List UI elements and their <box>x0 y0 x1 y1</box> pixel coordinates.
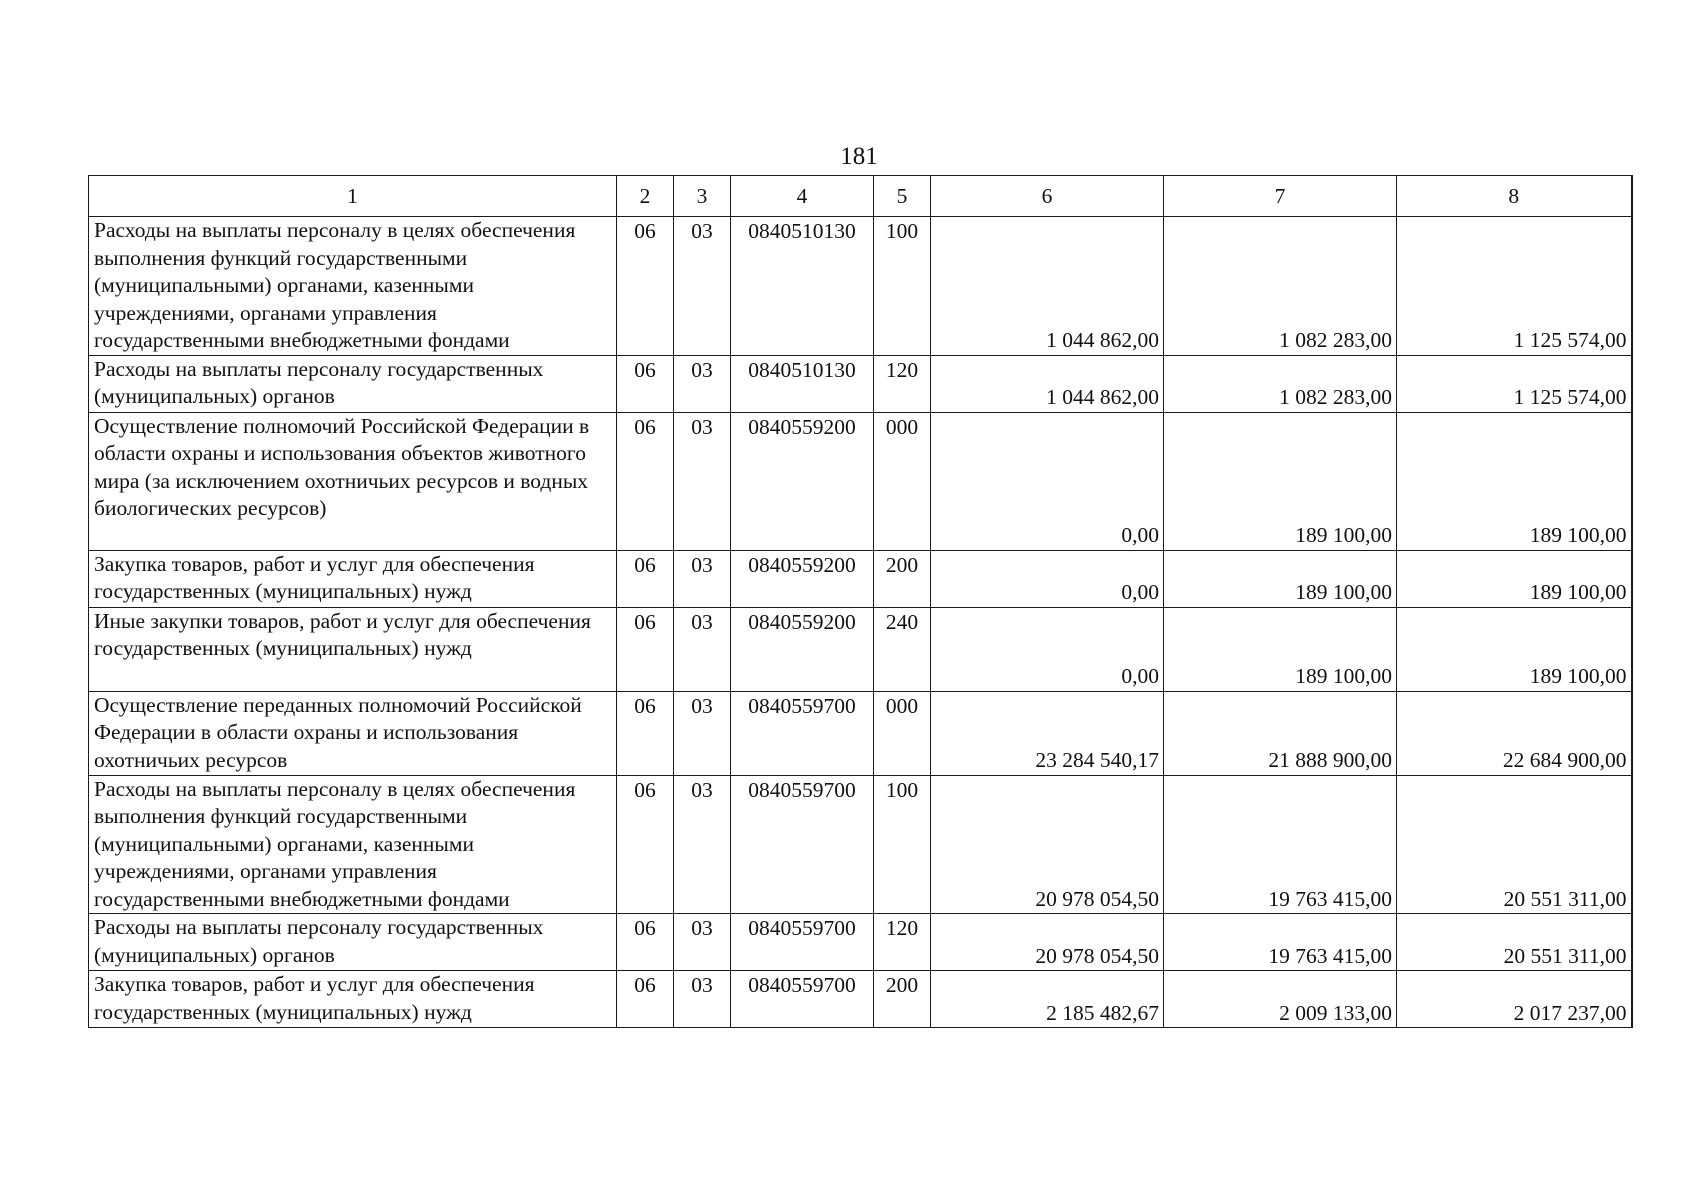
subsection-code: 03 <box>674 607 731 691</box>
amount-col-6: 23 284 540,17 <box>931 691 1164 775</box>
column-header: 5 <box>874 176 931 217</box>
column-header: 2 <box>617 176 674 217</box>
amount-col-6: 0,00 <box>931 607 1164 691</box>
expense-type-code: 240 <box>874 607 931 691</box>
budget-table <box>88 175 1633 1028</box>
amount-col-7: 2 009 133,00 <box>1164 971 1397 1028</box>
expense-type-code: 200 <box>874 971 931 1028</box>
expense-type-code: 100 <box>874 775 931 914</box>
table-row <box>89 217 1632 356</box>
page-number: 181 <box>840 143 878 170</box>
expense-name: Расходы на выплаты персоналу государственных (муниципальных) органов <box>89 914 617 971</box>
target-article-code: 0840559700 <box>731 914 874 971</box>
expense-type-code: 100 <box>874 217 931 356</box>
target-article-code: 0840559200 <box>731 607 874 691</box>
amount-col-8: 1 125 574,00 <box>1397 217 1632 356</box>
section-code: 06 <box>617 691 674 775</box>
expense-type-code: 120 <box>874 914 931 971</box>
table-row <box>89 355 1632 412</box>
header-row <box>89 176 1632 217</box>
expense-name: Осуществление полномочий Российской Федерации в области охраны и использования объектов животного мира (за исключением охотничьих ресурсов и водных биологических ресурсов) <box>89 412 617 550</box>
expense-type-code: 000 <box>874 691 931 775</box>
column-header: 4 <box>731 176 874 217</box>
section-code: 06 <box>617 217 674 356</box>
subsection-code: 03 <box>674 550 731 607</box>
section-code: 06 <box>617 607 674 691</box>
subsection-code: 03 <box>674 914 731 971</box>
amount-col-7: 19 763 415,00 <box>1164 775 1397 914</box>
column-header: 6 <box>931 176 1164 217</box>
amount-col-8: 20 551 311,00 <box>1397 914 1632 971</box>
amount-col-8: 20 551 311,00 <box>1397 775 1632 914</box>
subsection-code: 03 <box>674 412 731 550</box>
amount-col-6: 0,00 <box>931 550 1164 607</box>
amount-col-6: 2 185 482,67 <box>931 971 1164 1028</box>
expense-type-code: 200 <box>874 550 931 607</box>
expense-name: Иные закупки товаров, работ и услуг для обеспечения государственных (муниципальных) нужд <box>89 607 617 691</box>
expense-name: Закупка товаров, работ и услуг для обеспечения государственных (муниципальных) нужд <box>89 550 617 607</box>
amount-col-8: 2 017 237,00 <box>1397 971 1632 1028</box>
expense-name: Осуществление переданных полномочий Российской Федерации в области охраны и использования охотничьих ресурсов <box>89 691 617 775</box>
expense-type-code: 000 <box>874 412 931 550</box>
section-code: 06 <box>617 412 674 550</box>
amount-col-6: 1 044 862,00 <box>931 217 1164 356</box>
subsection-code: 03 <box>674 775 731 914</box>
subsection-code: 03 <box>674 217 731 356</box>
amount-col-8: 189 100,00 <box>1397 550 1632 607</box>
amount-col-6: 0,00 <box>931 412 1164 550</box>
expense-name: Закупка товаров, работ и услуг для обеспечения государственных (муниципальных) нужд <box>89 971 617 1028</box>
section-code: 06 <box>617 914 674 971</box>
amount-col-8: 1 125 574,00 <box>1397 355 1632 412</box>
subsection-code: 03 <box>674 355 731 412</box>
target-article-code: 0840559200 <box>731 412 874 550</box>
amount-col-7: 189 100,00 <box>1164 607 1397 691</box>
table-row <box>89 412 1632 550</box>
amount-col-6: 20 978 054,50 <box>931 914 1164 971</box>
subsection-code: 03 <box>674 691 731 775</box>
target-article-code: 0840559700 <box>731 775 874 914</box>
expense-type-code: 120 <box>874 355 931 412</box>
amount-col-7: 21 888 900,00 <box>1164 691 1397 775</box>
amount-col-6: 20 978 054,50 <box>931 775 1164 914</box>
target-article-code: 0840559200 <box>731 550 874 607</box>
expense-name: Расходы на выплаты персоналу государственных (муниципальных) органов <box>89 355 617 412</box>
table-row <box>89 914 1632 971</box>
table-row <box>89 550 1632 607</box>
column-header: 1 <box>89 176 617 217</box>
amount-col-7: 189 100,00 <box>1164 550 1397 607</box>
subsection-code: 03 <box>674 971 731 1028</box>
expense-name: Расходы на выплаты персоналу в целях обеспечения выполнения функций государственными (муниципальными) органами, казенными учреждениями, органами управления государственными внебюджетными фондами <box>89 775 617 914</box>
amount-col-7: 1 082 283,00 <box>1164 355 1397 412</box>
amount-col-8: 189 100,00 <box>1397 607 1632 691</box>
section-code: 06 <box>617 550 674 607</box>
amount-col-7: 19 763 415,00 <box>1164 914 1397 971</box>
amount-col-8: 22 684 900,00 <box>1397 691 1632 775</box>
column-header: 3 <box>674 176 731 217</box>
table-row <box>89 775 1632 914</box>
section-code: 06 <box>617 971 674 1028</box>
expense-name: Расходы на выплаты персоналу в целях обеспечения выполнения функций государственными (муниципальными) органами, казенными учреждениями, органами управления государственными внебюджетными фондами <box>89 217 617 356</box>
amount-col-7: 189 100,00 <box>1164 412 1397 550</box>
column-header: 7 <box>1164 176 1397 217</box>
table-row <box>89 691 1632 775</box>
target-article-code: 0840559700 <box>731 691 874 775</box>
amount-col-8: 189 100,00 <box>1397 412 1632 550</box>
target-article-code: 0840559700 <box>731 971 874 1028</box>
target-article-code: 0840510130 <box>731 217 874 356</box>
column-header: 8 <box>1397 176 1632 217</box>
table-row <box>89 971 1632 1028</box>
target-article-code: 0840510130 <box>731 355 874 412</box>
section-code: 06 <box>617 775 674 914</box>
section-code: 06 <box>617 355 674 412</box>
table-row <box>89 607 1632 691</box>
amount-col-6: 1 044 862,00 <box>931 355 1164 412</box>
amount-col-7: 1 082 283,00 <box>1164 217 1397 356</box>
